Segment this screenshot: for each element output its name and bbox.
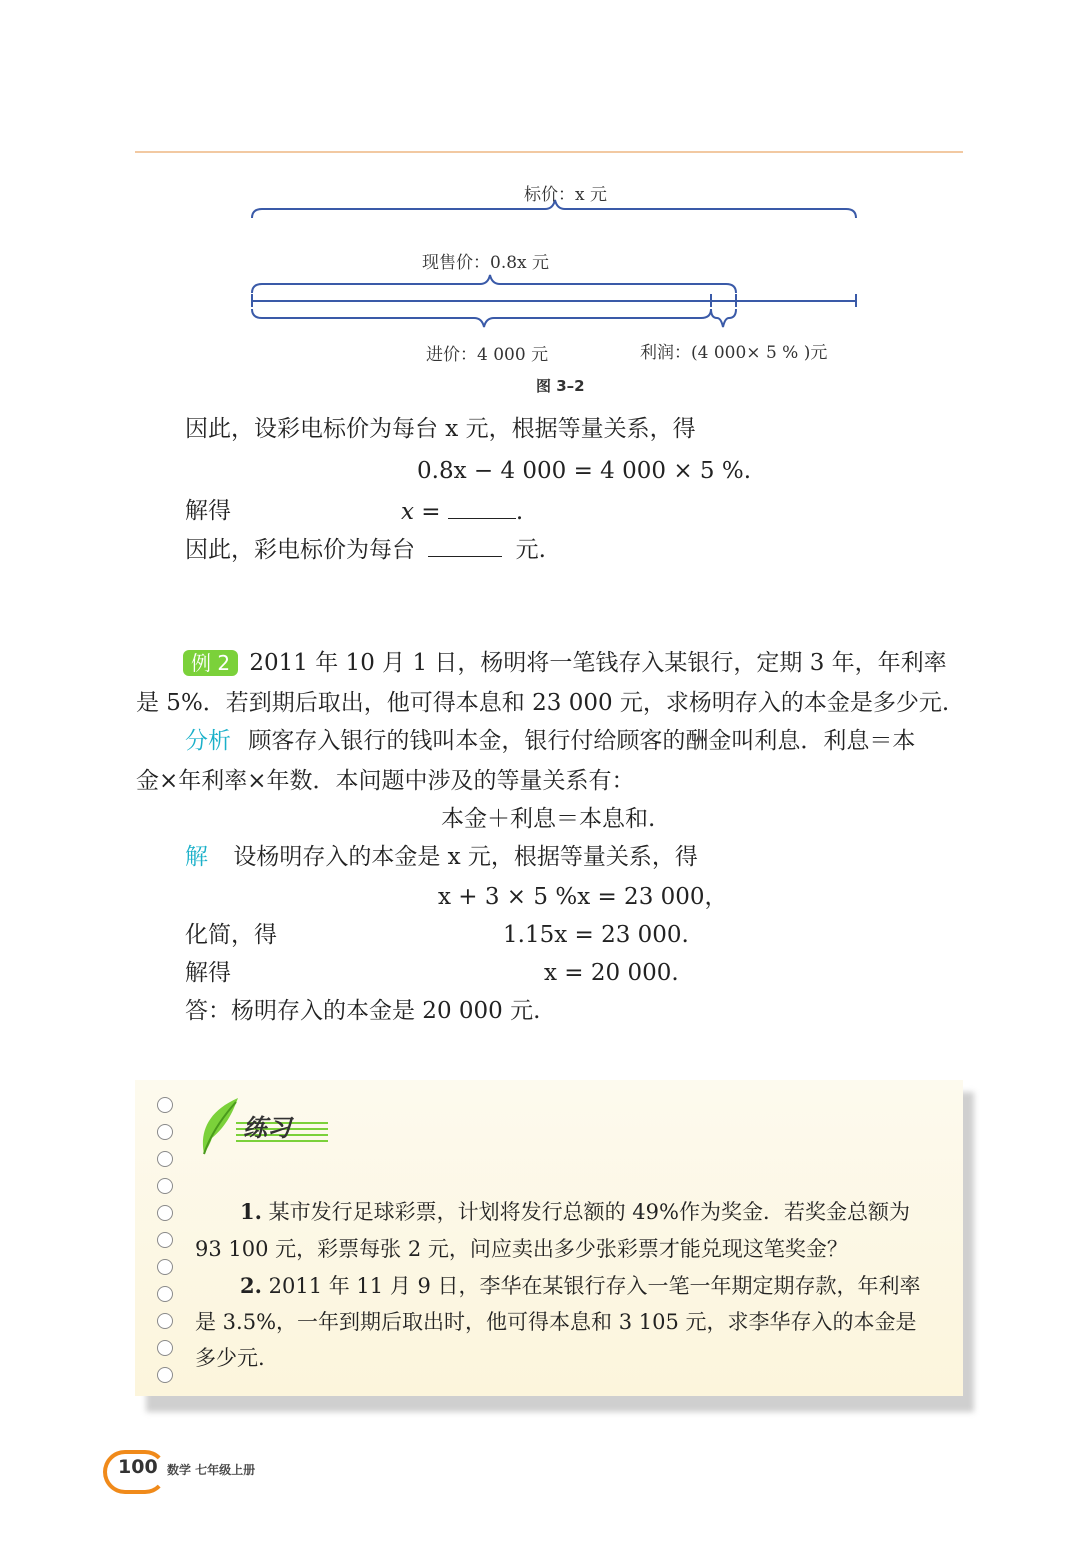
label-sale-price: 现售价：0.8x 元 [422,253,550,273]
analysis-label: 分析 [185,728,231,754]
solution-line1 [185,842,698,872]
analysis-text1: 顾客存入银行的钱叫本金，银行付给顾客的酬金叫利息．利息＝本 [248,728,916,754]
ring [157,1286,173,1302]
label-profit: 利润：(4 000× 5 % )元 [640,343,828,363]
practice-q1-line2: 93 100 元，彩票每张 2 元，问应卖出多少张彩票才能兑现这笔奖金？ [195,1237,848,1261]
brace-sale-price [252,275,736,293]
prev-line1: 因此，设彩电标价为每台 x 元，根据等量关系，得 [185,416,696,442]
solve-label: 解得 [185,960,231,986]
ring [157,1124,173,1140]
ring [157,1340,173,1356]
example-badge: 例 2 [183,650,238,676]
practice-q2-line2: 是 3.5%，一年到期后取出时，他可得本息和 3 105 元，求李华存入的本金是 [195,1310,917,1334]
label-tag-price: 标价：x 元 [524,185,607,205]
solution-text1: 设杨明存入的本金是 x 元，根据等量关系，得 [233,844,698,870]
q1-text1: 某市发行足球彩票，计划将发行总额的 49%作为奖金．若奖金总额为 [268,1200,910,1224]
answer-blank-1[interactable] [448,496,516,519]
prev-conclusion-pre: 因此，彩电标价为每台 [185,537,415,563]
ring [157,1259,173,1275]
ring [157,1097,173,1113]
practice-q2-line1 [240,1271,921,1301]
figure-caption: 图 3–2 [536,377,585,395]
q1-number: 1. [240,1199,262,1224]
simplify-label: 化简，得 [185,922,277,948]
ring [157,1313,173,1329]
answer-blank-2[interactable] [428,534,502,557]
page-number: 100 [118,1456,158,1478]
prev-equation: 0.8x − 4 000 = 4 000 × 5 %. [417,458,752,484]
equation-1: x + 3 × 5 %x = 23 000， [438,884,728,910]
prev-solve-end: . [515,499,524,525]
q2-text1: 2011 年 11 月 9 日，李华在某银行存入一笔一年期定期存款，年利率 [268,1274,921,1298]
prev-solve-label: 解得 [185,498,231,524]
ring [157,1205,173,1221]
prev-solve-var: x = [401,499,441,525]
equation-3: x = 20 000. [544,960,679,986]
example2-problem-text1: 2011 年 10 月 1 日，杨明将一笔钱存入某银行，定期 3 年，年利率 [249,650,947,676]
ring [157,1367,173,1383]
practice-q1-line1 [240,1197,910,1227]
prev-conclusion-post: 元. [515,537,546,563]
example2-problem-line1 [183,648,947,678]
practice-q2-line3: 多少元. [195,1346,265,1370]
brace-cost [252,309,711,327]
answer-line: 答：杨明存入的本金是 20 000 元. [185,998,541,1024]
example2-problem-line2: 是 5%．若到期后取出，他可得本息和 23 000 元，求杨明存入的本金是多少元. [136,690,950,716]
practice-title: 练习 [243,1114,291,1142]
prev-solve-row [401,496,523,527]
q2-number: 2. [240,1273,262,1298]
brace-profit [711,309,736,327]
solution-label: 解 [185,844,208,870]
ring [157,1178,173,1194]
book-title: 数学 七年级上册 [167,1463,256,1477]
ring [157,1232,173,1248]
analysis-equation: 本金＋利息＝本息和. [441,806,656,832]
analysis-line1 [185,726,915,756]
ring [157,1151,173,1167]
prev-conclusion [185,534,546,565]
label-cost: 进价：4 000 元 [426,345,549,365]
equation-2: 1.15x = 23 000. [503,922,689,948]
analysis-line2: 金×年利率×年数．本问题中涉及的等量关系有： [136,768,635,794]
